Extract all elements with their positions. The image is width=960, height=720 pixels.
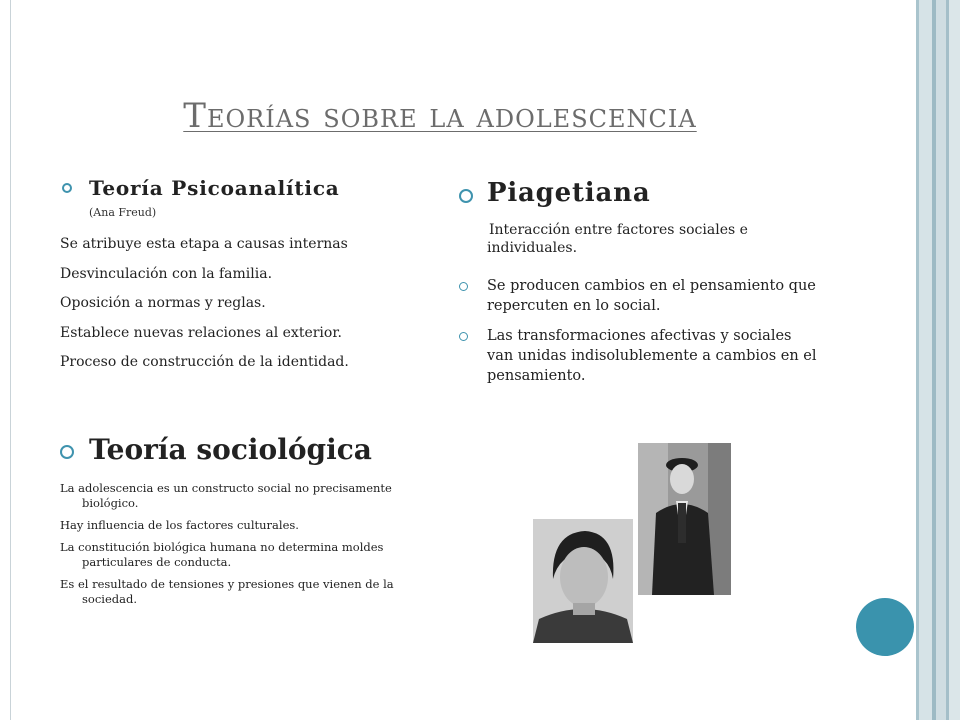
photo-piaget bbox=[638, 443, 731, 595]
list-item: Desvinculación con la familia. bbox=[60, 265, 273, 282]
piagetiana-intro: Interacción entre factores sociales e individuales. bbox=[487, 222, 748, 256]
list-item: Es el resultado de tensiones y presiones que vienen de la sociedad. bbox=[60, 577, 394, 606]
list-item: La constitución biológica humana no determina moldes particulares de conducta. bbox=[60, 540, 384, 569]
circle-bullet-icon bbox=[459, 189, 473, 203]
list-item bbox=[487, 326, 817, 386]
decorative-circle bbox=[856, 598, 914, 656]
list-item: Proceso de construcción de la identidad. bbox=[60, 354, 349, 370]
list-sociologica bbox=[60, 481, 420, 614]
list-item: Oposición a normas y reglas. bbox=[60, 295, 266, 311]
list-item: Hay influencia de los factores culturales. bbox=[60, 518, 299, 532]
list-psicoanalitica bbox=[60, 236, 430, 384]
circle-bullet-icon bbox=[459, 282, 468, 291]
right-decorative-stripes bbox=[916, 0, 960, 720]
list-item: Se atribuye esta etapa a causas internas bbox=[60, 236, 348, 252]
circle-bullet-icon bbox=[62, 183, 72, 193]
circle-bullet-icon bbox=[459, 332, 468, 341]
heading-piagetiana: Piagetiana bbox=[487, 178, 651, 208]
list-item-text: Se producen cambios en el pensamiento que repercuten en lo social. bbox=[487, 278, 816, 314]
list-item-text: Las transformaciones afectivas y sociales van unidas indisolublemente a cambios en el pensamiento. bbox=[487, 328, 817, 384]
heading-psicoanalitica: Teoría Psicoanalítica bbox=[89, 176, 340, 200]
slide-title: Teorías sobre la adolescencia bbox=[183, 96, 697, 136]
photo-ana-freud bbox=[533, 519, 633, 643]
list-item: Establece nuevas relaciones al exterior. bbox=[60, 324, 342, 341]
subheading-ana-freud: (Ana Freud) bbox=[89, 206, 157, 219]
left-frame-line bbox=[10, 0, 11, 720]
circle-bullet-icon bbox=[60, 445, 74, 459]
list-piagetiana bbox=[487, 276, 817, 396]
list-item bbox=[487, 276, 817, 316]
heading-sociologica: Teoría sociológica bbox=[89, 433, 372, 466]
list-item: La adolescencia es un constructo social no precisamente biológico. bbox=[60, 481, 392, 510]
